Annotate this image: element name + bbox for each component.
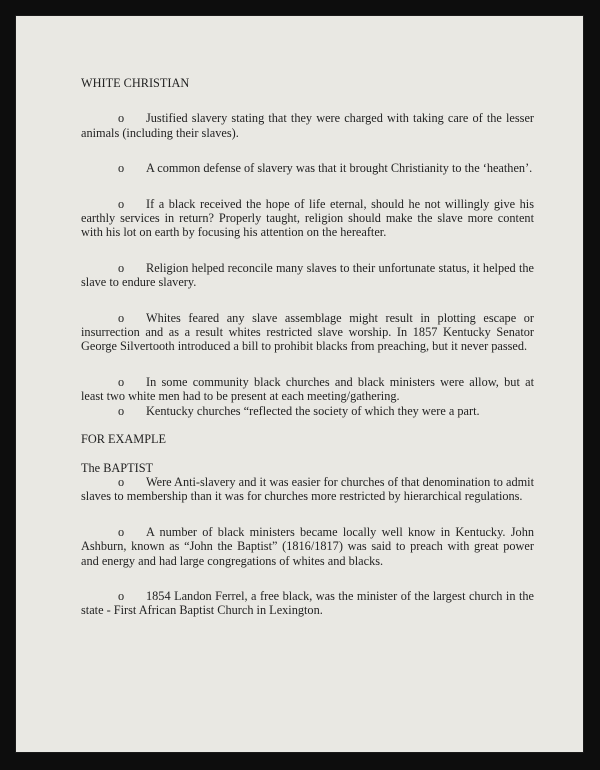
bullet-marker: o xyxy=(118,374,125,389)
document-body xyxy=(81,76,534,618)
heading-white-christian: WHITE CHRISTIAN xyxy=(81,76,190,90)
bullet-marker: o xyxy=(118,260,125,275)
paragraph: o A number of black ministers became locally well know in Kentucky. John Ashburn, known as “John the Baptist” (1816/1817) was said to preach with great power and energy and had large congregations of whites and blacks. xyxy=(81,524,534,568)
bullet-marker: o xyxy=(118,310,125,325)
paper-sheet xyxy=(15,15,584,753)
bullet-marker: o xyxy=(118,474,125,489)
bullet-marker: o xyxy=(118,111,125,126)
bullet-marker: o xyxy=(118,196,125,211)
heading-the-baptist: The BAPTIST xyxy=(81,460,154,475)
bullet-marker: o xyxy=(118,588,125,603)
bullet-marker: o xyxy=(118,403,125,418)
paragraph: o A common defense of slavery was that it brought Christianity to the ‘heathen’. xyxy=(118,161,533,176)
paragraph: o Whites feared any slave assemblage might result in plotting escape or insurrection and as a result whites restricted slave worship. In 1857 Kentucky Senator George Silvertooth introduced a bill to prohibit blacks from preaching, but it never passed. xyxy=(81,310,534,354)
bullet-marker: o xyxy=(118,524,125,539)
paragraph: o If a black received the hope of life eternal, should he not willingly give his earthly services in return? Properly taught, religion should make the slave more content with his lot on earth by focusing his attention on the hereafter. xyxy=(81,196,534,240)
paragraph: o Justified slavery stating that they were charged with taking care of the lesser animals (including their slaves). xyxy=(81,111,534,140)
heading-for-example: FOR EXAMPLE xyxy=(81,432,167,447)
paragraph: o Religion helped reconcile many slaves to their unfortunate status, it helped the slave to endure slavery. xyxy=(81,260,534,290)
paragraph: o Kentucky churches “reflected the society of which they were a part. xyxy=(118,403,480,418)
paragraph: o Were Anti-slavery and it was easier for churches of that denomination to admit slaves to membership than it was for churches more restricted by hierarchical regulations. xyxy=(81,474,534,504)
paragraph: o 1854 Landon Ferrel, a free black, was the minister of the largest church in the state - First African Baptist Church in Lexington. xyxy=(81,588,534,618)
bullet-marker: o xyxy=(118,161,125,176)
paragraph: o In some community black churches and black ministers were allow, but at least two white men had to be present at each meeting/gathering. xyxy=(81,374,534,404)
